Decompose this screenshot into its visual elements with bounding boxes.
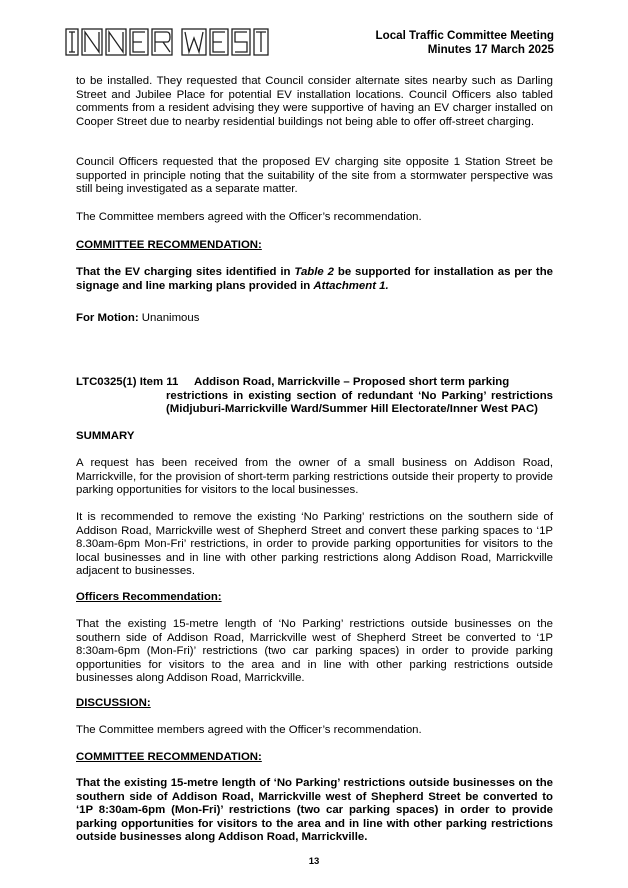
item-id: LTC0325(1) Item 11 [76, 376, 179, 388]
committee-rec-2-heading [76, 751, 553, 765]
rec-text-part: be supported for installation as per the signage and line marking plans provided in [76, 266, 553, 292]
minutes-date: Minutes 17 March 2025 [427, 43, 554, 56]
motion-value: Unanimous [138, 312, 200, 324]
summary-paragraph-1 [76, 457, 553, 498]
body-paragraph: That the existing 15-metre length of ‘No Parking’ restrictions outside businesses on the southern side of Addison Road, Marrickville west of Shepherd Street be converted to ‘1P 8:30am-6pm (Mon-Fri)’ restrictions (two car parking spaces) in order to provide parking opportunities for visitors to the area and in line with other parking restrictions outside businesses along Addison Road, Marrickville. [76, 618, 553, 685]
item-heading [76, 376, 553, 417]
section-heading: COMMITTEE RECOMMENDATION: [76, 751, 262, 763]
section-heading: DISCUSSION: [76, 697, 151, 709]
paragraph-agreed [76, 211, 553, 225]
recommendation-text: That the existing 15-metre length of ‘No Parking’ restrictions outside businesses on the southern side of Addison Road, Marrickville west of Shepherd Street be converted to ‘1P 8:30am-6pm (Mon-Fri)’ restrictions (two car parking spaces) in order to provide parking opportunities for visitors to the area and in line with other parking restrictions outside businesses along Addison Road, Marrickville. [76, 777, 553, 844]
table-reference: Table 2 [294, 266, 334, 278]
page-header [64, 22, 554, 62]
body-paragraph: to be installed. They requested that Council consider alternate sites nearby such as Darling Street and Jubilee Place for potential EV installation locations. Council Officers also tabled comments from a resident advising they were supportive of having an EV charger installed on Cooper Street due to nearby residential buildings not being able to offer off-street charging. [76, 75, 553, 128]
rec-text-part: That the EV charging sites identified in [76, 266, 295, 278]
committee-rec-text [76, 266, 553, 293]
officers-heading [76, 591, 553, 605]
body-paragraph: Council Officers requested that the proposed EV charging site opposite 1 Station Street be supported in principle noting that the suitability of the site from a stormwater perspective was still being investigated as a separate matter. [76, 156, 553, 196]
inner-west-logo [64, 26, 269, 58]
item-heading-line [76, 376, 553, 390]
motion-label: For Motion: [76, 312, 139, 324]
committee-rec-2-text [76, 777, 553, 845]
section-heading: COMMITTEE RECOMMENDATION: [76, 239, 262, 251]
section-heading: Officers Recommendation: [76, 591, 222, 603]
section-heading: SUMMARY [76, 430, 135, 442]
body-paragraph: The Committee members agreed with the Officer’s recommendation. [76, 211, 422, 223]
body-paragraph: A request has been received from the owner of a small business on Addison Road, Marrickville, for the provision of short-term parking restrictions outside their property to provide parking opportunities for visitors to the local businesses. [76, 457, 553, 497]
meeting-title: Local Traffic Committee Meeting [375, 29, 554, 42]
paragraph-ev-sites [76, 75, 553, 129]
item-title-line1: Addison Road, Marrickville – Proposed short term parking [194, 376, 510, 388]
body-paragraph: The Committee members agreed with the Officer’s recommendation. [76, 724, 422, 736]
discussion-text [76, 724, 553, 738]
page-number: 13 [308, 856, 320, 867]
attachment-reference: Attachment 1. [313, 279, 389, 292]
discussion-heading [76, 697, 553, 711]
recommendation-text [76, 266, 553, 293]
summary-heading [76, 430, 553, 444]
header-meta [376, 29, 554, 57]
body-paragraph: It is recommended to remove the existing ‘No Parking’ restrictions on the southern side of Addison Road, Marrickville west of Shepherd Street and convert these parking spaces to ‘1P 8.30am-6pm Mon-Fri’ restrictions, in order to provide parking opportunities for visitors to the local businesses and in line with other parking restrictions along Addison Road, Marrickville adjacent to businesses. [76, 511, 553, 578]
paragraph-station-street [76, 156, 553, 197]
for-motion [76, 312, 553, 326]
motion-line [76, 312, 553, 326]
committee-rec-heading [76, 239, 553, 253]
officers-text [76, 618, 553, 686]
item-title-rest: restrictions in existing section of redundant ‘No Parking’ restrictions (Midjuburi-Marrickville Ward/Summer Hill Electorate/Inner West PAC) [166, 389, 553, 416]
summary-paragraph-2 [76, 511, 553, 579]
